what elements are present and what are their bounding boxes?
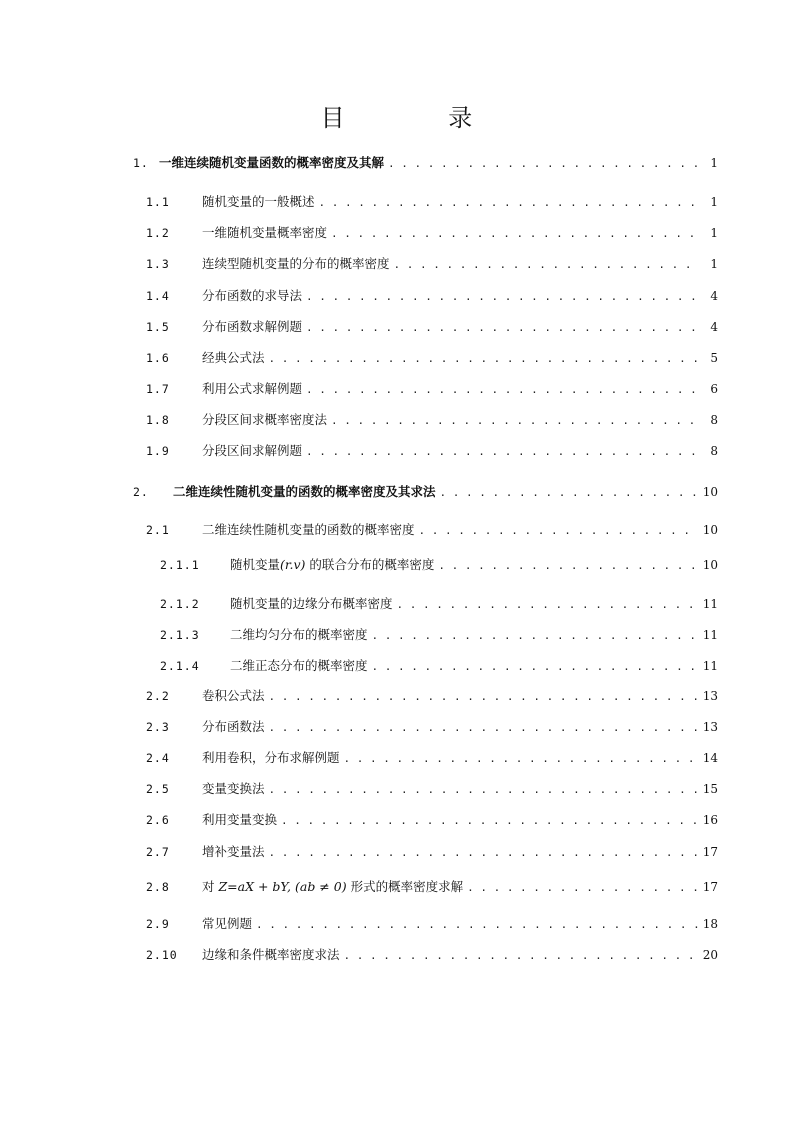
- toc-entry-page: 4: [710, 289, 718, 303]
- toc-leader-dots: [306, 383, 700, 396]
- toc-entry-number: 2.1.4: [160, 659, 200, 673]
- toc-entry-page: 10: [702, 485, 718, 499]
- toc-entry-2-1[interactable]: [146, 520, 718, 538]
- toc-entry-number: 2.4: [146, 751, 170, 765]
- math-expression: Z=aX + bY, (ab ≠ 0): [218, 879, 347, 894]
- toc-leader-dots: [344, 752, 699, 765]
- toc-entry-label: 分段区间求概率密度法: [202, 412, 328, 427]
- toc-entry-2-8[interactable]: [146, 877, 718, 895]
- toc-leader-dots: [319, 196, 700, 209]
- toc-leader-dots: [397, 598, 699, 611]
- toc-entry-page: 6: [710, 382, 718, 396]
- toc-entry-number: 2.6: [146, 813, 170, 827]
- toc-leader-dots: [440, 486, 699, 499]
- toc-entry-number: 2.3: [146, 720, 170, 734]
- toc-entry-label: 二维连续性随机变量的函数的概率密度及其求法: [173, 484, 436, 499]
- toc-entry-page: 16: [702, 813, 718, 827]
- toc-entry-2-10[interactable]: [146, 945, 718, 963]
- toc-entry-label: 连续型随机变量的分布的概率密度: [202, 256, 390, 271]
- toc-entry-1-2[interactable]: [146, 223, 718, 241]
- toc-leader-dots: [269, 846, 699, 859]
- toc-entry-page: 11: [702, 659, 718, 673]
- toc-entry-page: 10: [702, 523, 718, 537]
- toc-entry-2-1-1[interactable]: [160, 555, 718, 573]
- toc-title: 目 录: [320, 104, 521, 132]
- toc-entry-2-1-4[interactable]: [160, 656, 718, 674]
- toc-entry-1-5[interactable]: [146, 317, 718, 335]
- toc-entry-2-1-3[interactable]: [160, 625, 718, 643]
- toc-entry-label: 随机变量的边缘分布概率密度: [230, 596, 393, 611]
- toc-leader-dots: [269, 690, 699, 703]
- toc-entry-label: 分布函数的求导法: [202, 288, 303, 303]
- toc-entry-number: 1.9: [146, 444, 170, 458]
- toc-entry-number: 1.7: [146, 382, 170, 396]
- toc-entry-2-9[interactable]: [146, 914, 718, 932]
- toc-entry-number: 2.1: [146, 523, 170, 537]
- toc-entry-1[interactable]: [133, 153, 718, 171]
- toc-entry-page: 4: [710, 320, 718, 334]
- toc-entry-number: 2.2: [146, 689, 170, 703]
- toc-leader-dots: [388, 157, 700, 170]
- toc-leader-dots: [372, 629, 699, 642]
- toc-leader-dots: [372, 660, 699, 673]
- toc-entry-1-6[interactable]: [146, 348, 718, 366]
- toc-entry-label: 一维连续随机变量函数的概率密度及其解: [159, 155, 385, 170]
- toc-entry-2-6[interactable]: [146, 810, 718, 828]
- toc-entry-1-4[interactable]: [146, 286, 718, 304]
- toc-entry-label: 二维均匀分布的概率密度: [230, 627, 368, 642]
- toc-entry-page: 1: [710, 226, 718, 240]
- toc-entry-number: 1.3: [146, 257, 170, 271]
- toc-leader-dots: [331, 227, 700, 240]
- toc-entry-number: 2.1.1: [160, 558, 200, 572]
- math-expression: (r.v): [280, 557, 306, 572]
- toc-leader-dots: [394, 258, 700, 271]
- toc-leader-dots: [306, 321, 700, 334]
- toc-leader-dots: [344, 949, 699, 962]
- toc-entry-2-3[interactable]: [146, 717, 718, 735]
- toc-entry-label: 利用卷积，分布求解例题: [202, 750, 340, 765]
- toc-entry-page: 10: [702, 558, 718, 572]
- toc-entry-number: 2.10: [146, 948, 178, 962]
- label-text-pre: 对: [202, 879, 219, 894]
- toc-entry-page: 13: [702, 689, 718, 703]
- toc-entry-2-1-2[interactable]: [160, 594, 718, 612]
- toc-entry-number: 2.1.2: [160, 597, 200, 611]
- label-text-pre: 随机变量: [230, 557, 281, 572]
- toc-entry-number: 2.9: [146, 917, 170, 931]
- label-text-post: 的联合分布的概率密度: [305, 557, 435, 572]
- toc-entry-label: 二维正态分布的概率密度: [230, 658, 368, 673]
- label-text-post: 形式的概率密度求解: [346, 879, 464, 894]
- toc-entry-label: 随机变量的一般概述: [202, 194, 315, 209]
- toc-entry-label: 卷积公式法: [202, 688, 265, 703]
- toc-entry-1-1[interactable]: [146, 192, 718, 210]
- toc-entry-page: 15: [702, 782, 718, 796]
- toc-entry-2[interactable]: [133, 482, 718, 500]
- toc-entry-number: 2.1.3: [160, 628, 200, 642]
- toc-entry-number: 1.1: [146, 195, 170, 209]
- toc-leader-dots: [306, 445, 700, 458]
- toc-entry-1-9[interactable]: [146, 441, 718, 459]
- toc-entry-label: 分段区间求解例题: [202, 443, 303, 458]
- toc-entry-label: 经典公式法: [202, 350, 265, 365]
- toc-entry-page: 13: [702, 720, 718, 734]
- toc-entry-page: 17: [702, 880, 718, 894]
- toc-entry-number: 1.6: [146, 351, 170, 365]
- toc-entry-label: [230, 555, 434, 573]
- toc-entry-page: 17: [702, 845, 718, 859]
- toc-entry-2-5[interactable]: [146, 779, 718, 797]
- toc-entry-number: 1.2: [146, 226, 170, 240]
- toc-entry-page: 1: [710, 257, 718, 271]
- toc-entry-number: 2.: [133, 485, 149, 499]
- toc-leader-dots: [269, 783, 699, 796]
- toc-entry-1-7[interactable]: [146, 379, 718, 397]
- toc-entry-1-3[interactable]: [146, 254, 718, 272]
- toc-entry-number: 1.: [133, 156, 149, 170]
- toc-leader-dots: [269, 721, 699, 734]
- toc-entry-page: 8: [710, 413, 718, 427]
- toc-entry-number: 1.5: [146, 320, 170, 334]
- toc-entry-label: 分布函数法: [202, 719, 265, 734]
- toc-entry-1-8[interactable]: [146, 410, 718, 428]
- toc-entry-label: 二维连续性随机变量的函数的概率密度: [202, 522, 415, 537]
- toc-leader-dots: [467, 881, 699, 894]
- toc-entry-label: 利用变量变换: [202, 812, 278, 827]
- toc-entry-page: 11: [702, 597, 718, 611]
- toc-entry-label: [202, 877, 463, 895]
- toc-entry-label: 变量变换法: [202, 781, 265, 796]
- toc-entry-label: 边缘和条件概率密度求法: [202, 947, 340, 962]
- toc-entry-number: 1.8: [146, 413, 170, 427]
- toc-leader-dots: [306, 290, 700, 303]
- toc-entry-2-7[interactable]: [146, 842, 718, 860]
- toc-leader-dots: [419, 524, 699, 537]
- toc-entry-label: 利用公式求解例题: [202, 381, 303, 396]
- toc-entry-number: 2.8: [146, 880, 170, 894]
- toc-leader-dots: [281, 814, 699, 827]
- toc-entry-2-2[interactable]: [146, 686, 718, 704]
- toc-entry-page: 1: [710, 195, 718, 209]
- toc-entry-page: 11: [702, 628, 718, 642]
- toc-entry-number: 1.4: [146, 289, 170, 303]
- toc-leader-dots: [331, 414, 700, 427]
- toc-entry-page: 20: [702, 948, 718, 962]
- toc-entry-2-4[interactable]: [146, 748, 718, 766]
- toc-entry-page: 18: [702, 917, 718, 931]
- toc-entry-page: 14: [702, 751, 718, 765]
- toc-entry-page: 8: [710, 444, 718, 458]
- toc-entry-label: 一维随机变量概率密度: [202, 225, 328, 240]
- toc-entry-label: 分布函数求解例题: [202, 319, 303, 334]
- toc-leader-dots: [269, 352, 700, 365]
- toc-entry-number: 2.5: [146, 782, 170, 796]
- toc-entry-label: 增补变量法: [202, 844, 265, 859]
- toc-leader-dots: [438, 559, 698, 572]
- toc-leader-dots: [256, 918, 699, 931]
- toc-entry-number: 2.7: [146, 845, 170, 859]
- toc-entry-label: 常见例题: [202, 916, 253, 931]
- toc-entry-page: 1: [710, 156, 718, 170]
- toc-entry-page: 5: [710, 351, 718, 365]
